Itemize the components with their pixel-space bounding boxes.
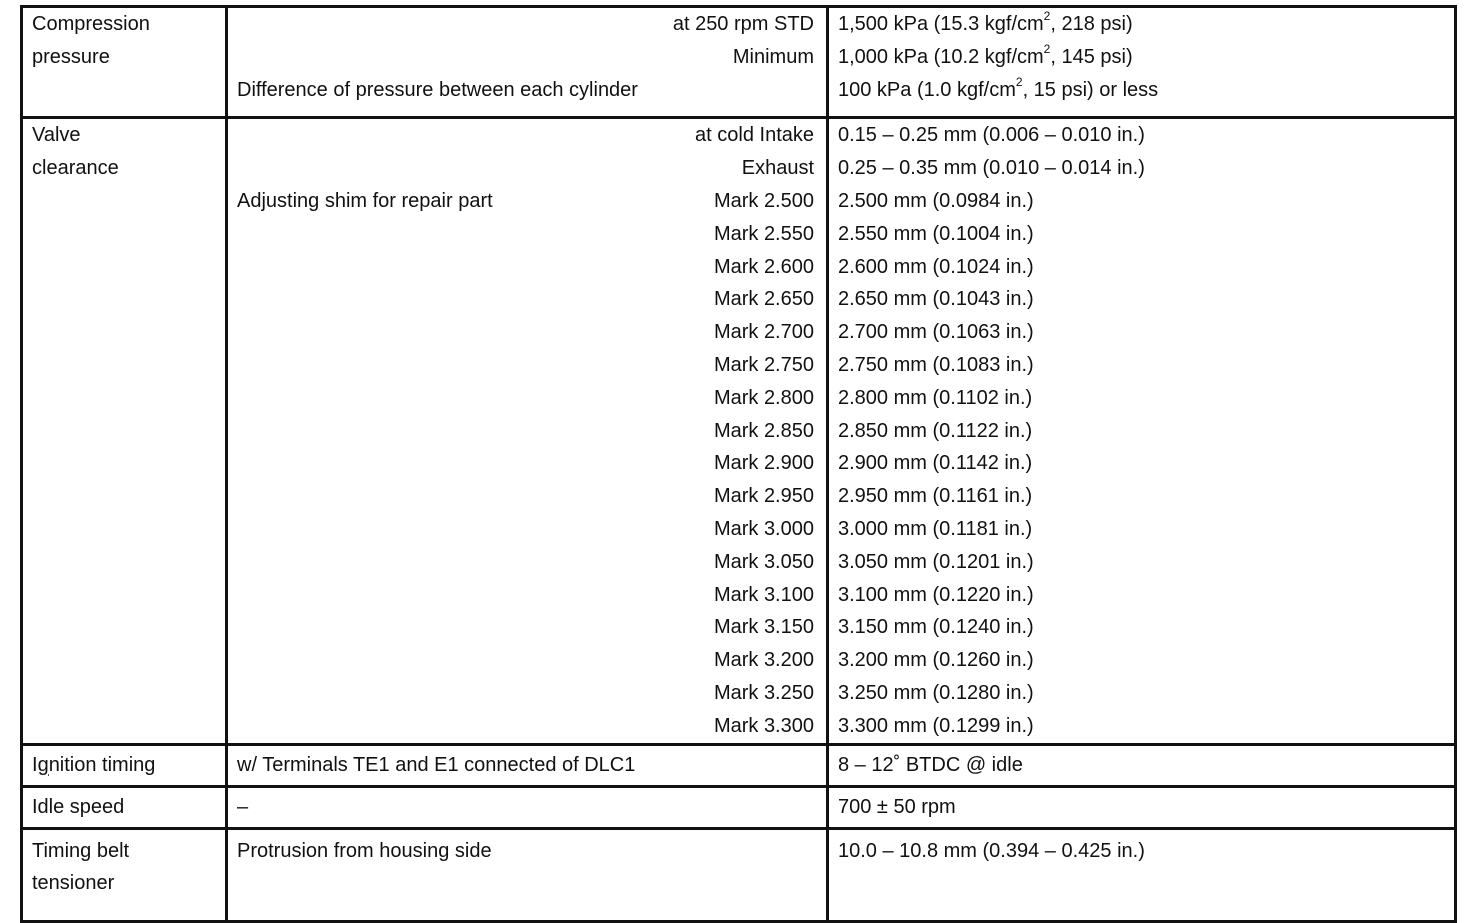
shim-condition-row [237, 185, 814, 218]
value-cell [828, 118, 1456, 744]
shim-mark: Mark 2.800 [713, 386, 814, 409]
shim-value: 3.150 mm (0.1240 in.) [838, 616, 1034, 639]
table-row [22, 7, 1456, 107]
table-row [22, 786, 1456, 828]
shim-mark: Mark 3.050 [713, 550, 814, 573]
shim-mark: Mark 3.300 [713, 714, 814, 737]
shim-value: 2.900 mm (0.1142 in.) [838, 452, 1033, 475]
condition-cell [227, 828, 828, 900]
spec-value: 0.25 – 0.35 mm (0.010 – 0.014 in.) [838, 157, 1145, 180]
shim-condition-row [237, 710, 814, 743]
condition-cell [227, 7, 828, 107]
item-cell [22, 7, 227, 107]
spec-value: 10.0 – 10.8 mm (0.394 – 0.425 in.) [838, 839, 1145, 862]
item-label: Compression [32, 13, 150, 35]
shim-mark: Mark 3.250 [713, 681, 814, 704]
value-cell: 8 – 12˚ BTDC @ idle [828, 744, 1456, 786]
idle-speed-group [22, 786, 1456, 828]
valve-clearance-group [22, 118, 1456, 744]
shim-mark: Mark 2.500 [713, 189, 814, 212]
value-cell: 700 ± 50 rpm [828, 786, 1456, 828]
shim-value: 2.950 mm (0.1161 in.) [838, 485, 1033, 508]
condition-label: Difference of pressure between each cylinder [237, 78, 638, 101]
item-label: clearance [32, 157, 119, 180]
condition-cell [227, 118, 828, 744]
timing-belt-tensioner-group [22, 828, 1456, 922]
shim-condition-row [237, 447, 814, 480]
shim-value: 3.100 mm (0.1220 in.) [838, 583, 1034, 606]
shim-mark: Mark 2.750 [713, 353, 814, 376]
item-label: pressure [32, 45, 110, 68]
table-row [22, 828, 1456, 900]
shim-value: 2.850 mm (0.1122 in.) [838, 419, 1033, 442]
shim-condition-row [237, 349, 814, 382]
condition-label: at 250 rpm STD [672, 13, 814, 35]
spec-value: 1,500 kPa (15.3 kgf/$cm^2$, 218 psi) [838, 9, 1133, 35]
item-label: Ignition timing [32, 753, 156, 776]
condition-cell: – [227, 786, 828, 828]
shim-condition-row [237, 644, 814, 677]
item-label: Timing belt [32, 839, 130, 862]
compression-pressure-group [22, 7, 1456, 118]
shim-value: 3.000 mm (0.1181 in.) [838, 517, 1033, 540]
shim-condition-row [237, 677, 814, 710]
shim-mark: Mark 2.650 [713, 288, 814, 311]
shim-mark: Mark 3.150 [713, 616, 814, 639]
shim-condition-row [237, 415, 814, 448]
shim-value: 2.700 mm (0.1063 in.) [838, 321, 1034, 344]
shim-condition-row [237, 218, 814, 251]
condition-label: at cold Intake [695, 124, 814, 147]
item-cell: Idle speed [22, 786, 227, 828]
shim-value: 3.300 mm (0.1299 in.) [838, 714, 1034, 737]
shim-mark: Mark 2.700 [713, 321, 814, 344]
shim-value: 2.550 mm (0.1004 in.) [838, 222, 1034, 245]
table-row [22, 744, 1456, 786]
shim-condition-row [237, 283, 814, 316]
spec-value: 100 kPa (1.0 kgf/$cm^2$, 15 psi) or less [838, 74, 1159, 101]
shim-value: 2.600 mm (0.1024 in.) [838, 255, 1034, 278]
condition-label: Minimum [732, 45, 814, 68]
shim-condition-row [237, 546, 814, 579]
shim-condition-row [237, 579, 814, 612]
spec-value: 0.15 – 0.25 mm (0.006 – 0.010 in.) [838, 124, 1145, 147]
shim-condition-row [237, 382, 814, 415]
shim-condition-row [237, 251, 814, 284]
shim-mark: Mark 3.000 [713, 517, 814, 540]
item-cell [22, 828, 227, 900]
spec-value: 1,000 kPa (10.2 kgf/$cm^2$, 145 psi) [838, 42, 1133, 68]
condition-cell: w/ Terminals TE1 and E1 connected of DLC1 [227, 744, 828, 786]
item-label: tensioner [32, 872, 115, 895]
shim-value: 3.050 mm (0.1201 in.) [838, 550, 1034, 573]
shim-value: 2.800 mm (0.1102 in.) [838, 386, 1033, 409]
shim-condition-row [237, 611, 814, 644]
item-cell [22, 744, 227, 786]
shim-mark: Mark 3.200 [713, 649, 814, 672]
specification-table [20, 5, 1457, 923]
shim-value: 3.200 mm (0.1260 in.) [838, 649, 1034, 672]
shim-value: 2.650 mm (0.1043 in.) [838, 288, 1034, 311]
shim-value: 2.750 mm (0.1083 in.) [838, 353, 1034, 376]
shim-mark: Mark 2.900 [713, 452, 814, 475]
condition-label: Protrusion from housing side [237, 839, 492, 862]
shim-condition-row [237, 480, 814, 513]
shim-mark: Mark 3.100 [713, 583, 814, 606]
shim-mark: Mark 2.550 [713, 222, 814, 245]
shim-condition-row [237, 513, 814, 546]
shim-mark: Mark 2.850 [713, 419, 814, 442]
item-cell [22, 118, 227, 744]
shim-condition-row [237, 316, 814, 349]
condition-label: Exhaust [741, 157, 814, 180]
shim-mark: Mark 2.600 [713, 255, 814, 278]
item-label: Valve [32, 124, 81, 147]
table-row [22, 118, 1456, 744]
shim-mark: Mark 2.950 [713, 485, 814, 508]
ignition-timing-group [22, 744, 1456, 786]
value-cell [828, 7, 1456, 107]
value-cell [828, 828, 1456, 900]
shim-label: Adjusting shim for repair part [237, 189, 493, 212]
shim-value: 3.250 mm (0.1280 in.) [838, 681, 1034, 704]
shim-value: 2.500 mm (0.0984 in.) [838, 189, 1034, 212]
